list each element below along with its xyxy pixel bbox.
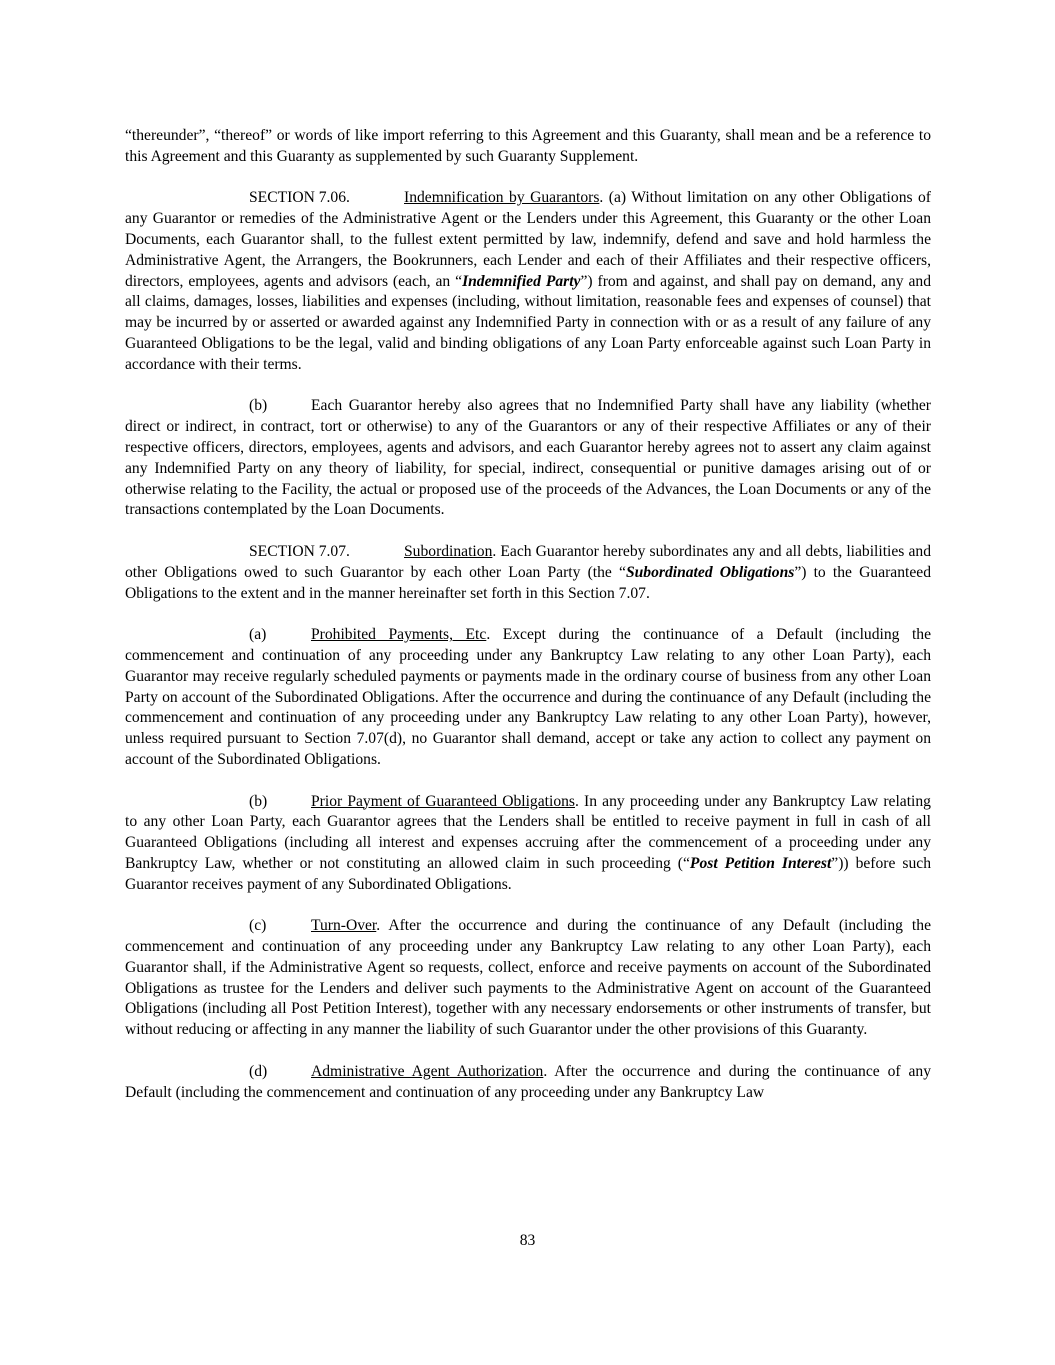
paragraph-text: Each Guarantor hereby also agrees that no Indemnified Party shall have any liability (whether direct or indirect, in contract, tort or otherwise) to any of the Guarantors or any of their respective Affiliates or any of their respective officers, directors, employees, agents and advisors, and each Guarantor hereby agrees not to assert any claim against any Indemnified Party on any theory of liability, for special, indirect, consequential or punitive damages arising out of or otherwise relating to the Facility, the actual or proposed use of the proceeds of the Advances, the Loan Documents or any of the transactions contemplated by the Loan Documents. (125, 397, 931, 519)
clause-title: Turn-Over (311, 917, 377, 935)
paragraph-text: . (a) Without limitation on any other Obligations of any Guarantor or remedies of the Administrative Agent or the Lenders under this Agreement, this Guaranty or the other Loan Documents, each Guarantor shall, to the fullest extent permitted by law, indemnify, defend and save and hold harmless the Administrative Agent, the Arrangers, the Bookrunners, each Lender and each of their Affiliates and their respective officers, directors, employees, agents and advisors (each, an “ (125, 189, 932, 290)
paragraph-text: . After the occurrence and during the continuance of any Default (including the commencement and continuation of any proceeding under any Bankruptcy Law relating to any other Loan Party), each Guarantor shall, if the Administrative Agent so requests, collect, enforce and receive payments on account of the Subordinated Obligations as trustee for the Lenders and deliver such payments to the Administrative Agent on account of the Guaranteed Obligations (including all Post Petition Interest), together with any necessary endorsements or other instruments of transfer, but without reducing or affecting in any manner the liability of such Guarantor under the other provisions of this Guaranty. (125, 917, 931, 1039)
paragraph-text: ”) from and against, and shall pay on demand, any and all claims, damages, losses, liabilities and expenses (including, without limitation, reasonable fees and expenses of counsel) that may be incurred by or asserted or awarded against any Indemnified Party in connection with or as a result of any failure of any Guaranteed Obligations to be the legal, valid and binding obligations of any Loan Party enforceable against such Loan Party in accordance with their terms. (125, 272, 931, 373)
section-7-07-b (125, 792, 931, 896)
paragraph-text: . In any proceeding under any Bankruptcy Law relating to any other Loan Party, each Guarantor agrees that the Lenders shall be entitled to receive payment in full in cash of all Guaranteed Obligations (including all interest and expenses accruing after the commencement of a proceeding under any Bankruptcy Law, whether or not constituting an allowed claim in such proceeding (“ (125, 792, 931, 872)
paragraph-text: . After the occurrence and during the continuance of any Default (including the commencement and continuation of any proceeding under any Bankruptcy Law (125, 1062, 931, 1101)
section-title: Indemnification by Guarantors (404, 189, 600, 207)
section-7-07-c (125, 916, 931, 1041)
section-7-07-intro (125, 542, 931, 604)
section-label: SECTION 7.07. (249, 542, 350, 560)
clause-label: (b) (249, 792, 268, 810)
clause-title: Prior Payment of Guaranteed Obligations (311, 792, 575, 810)
paragraph-text: . Each Guarantor hereby subordinates any and all debts, liabilities and other Obligations owed to such Guarantor by each other Loan Party (the “ (125, 542, 931, 581)
clause-title: Prohibited Payments, Etc (311, 626, 487, 644)
clause-label: (d) (249, 1062, 268, 1080)
paragraph-text: ”)) before such Guarantor receives payment of any Subordinated Obligations. (125, 854, 931, 893)
paragraph-text: ”) to the Guaranteed Obligations to the extent and in the manner hereinafter set forth in this Section 7.07. (125, 563, 931, 602)
clause-label: (b) (249, 397, 268, 415)
defined-term: Subordinated Obligations (625, 563, 795, 581)
paragraph-text: “thereunder”, “thereof” or words of like import referring to this Agreement and this Guaranty, shall mean and be a reference to this Agreement and this Guaranty as supplemented by such Guaranty Supplement. (125, 127, 931, 165)
section-7-06-a (125, 188, 931, 375)
section-7-06-b (125, 396, 931, 521)
page-number: 83 (519, 1232, 536, 1249)
section-title: Subordination (404, 542, 493, 560)
paragraph-text: . Except during the continuance of a Default (including the commencement and continuation of any proceeding under any Bankruptcy Law relating to any other Loan Party), each Guarantor may receive regularly scheduled payments or payments made in the ordinary course of business from any other Loan Party on account of the Subordinated Obligations. After the occurrence and during the continuance of any Default (including the commencement and continuation of any proceeding under any Bankruptcy Law relating to any other Loan Party), however, unless required pursuant to Section 7.07(d), no Guarantor shall demand, accept or take any action to collect any payment on account of the Subordinated Obligations. (125, 626, 931, 768)
section-label: SECTION 7.06. (249, 189, 350, 207)
document-page (125, 126, 931, 1103)
paragraph-continuation (125, 126, 931, 168)
defined-term: Indemnified Party (462, 272, 581, 290)
clause-title: Administrative Agent Authorization (311, 1062, 544, 1080)
section-7-07-d (125, 1062, 931, 1104)
section-7-07-a (125, 625, 931, 771)
defined-term: Post Petition Interest (689, 854, 832, 872)
clause-label: (a) (249, 626, 267, 644)
clause-label: (c) (249, 917, 267, 935)
